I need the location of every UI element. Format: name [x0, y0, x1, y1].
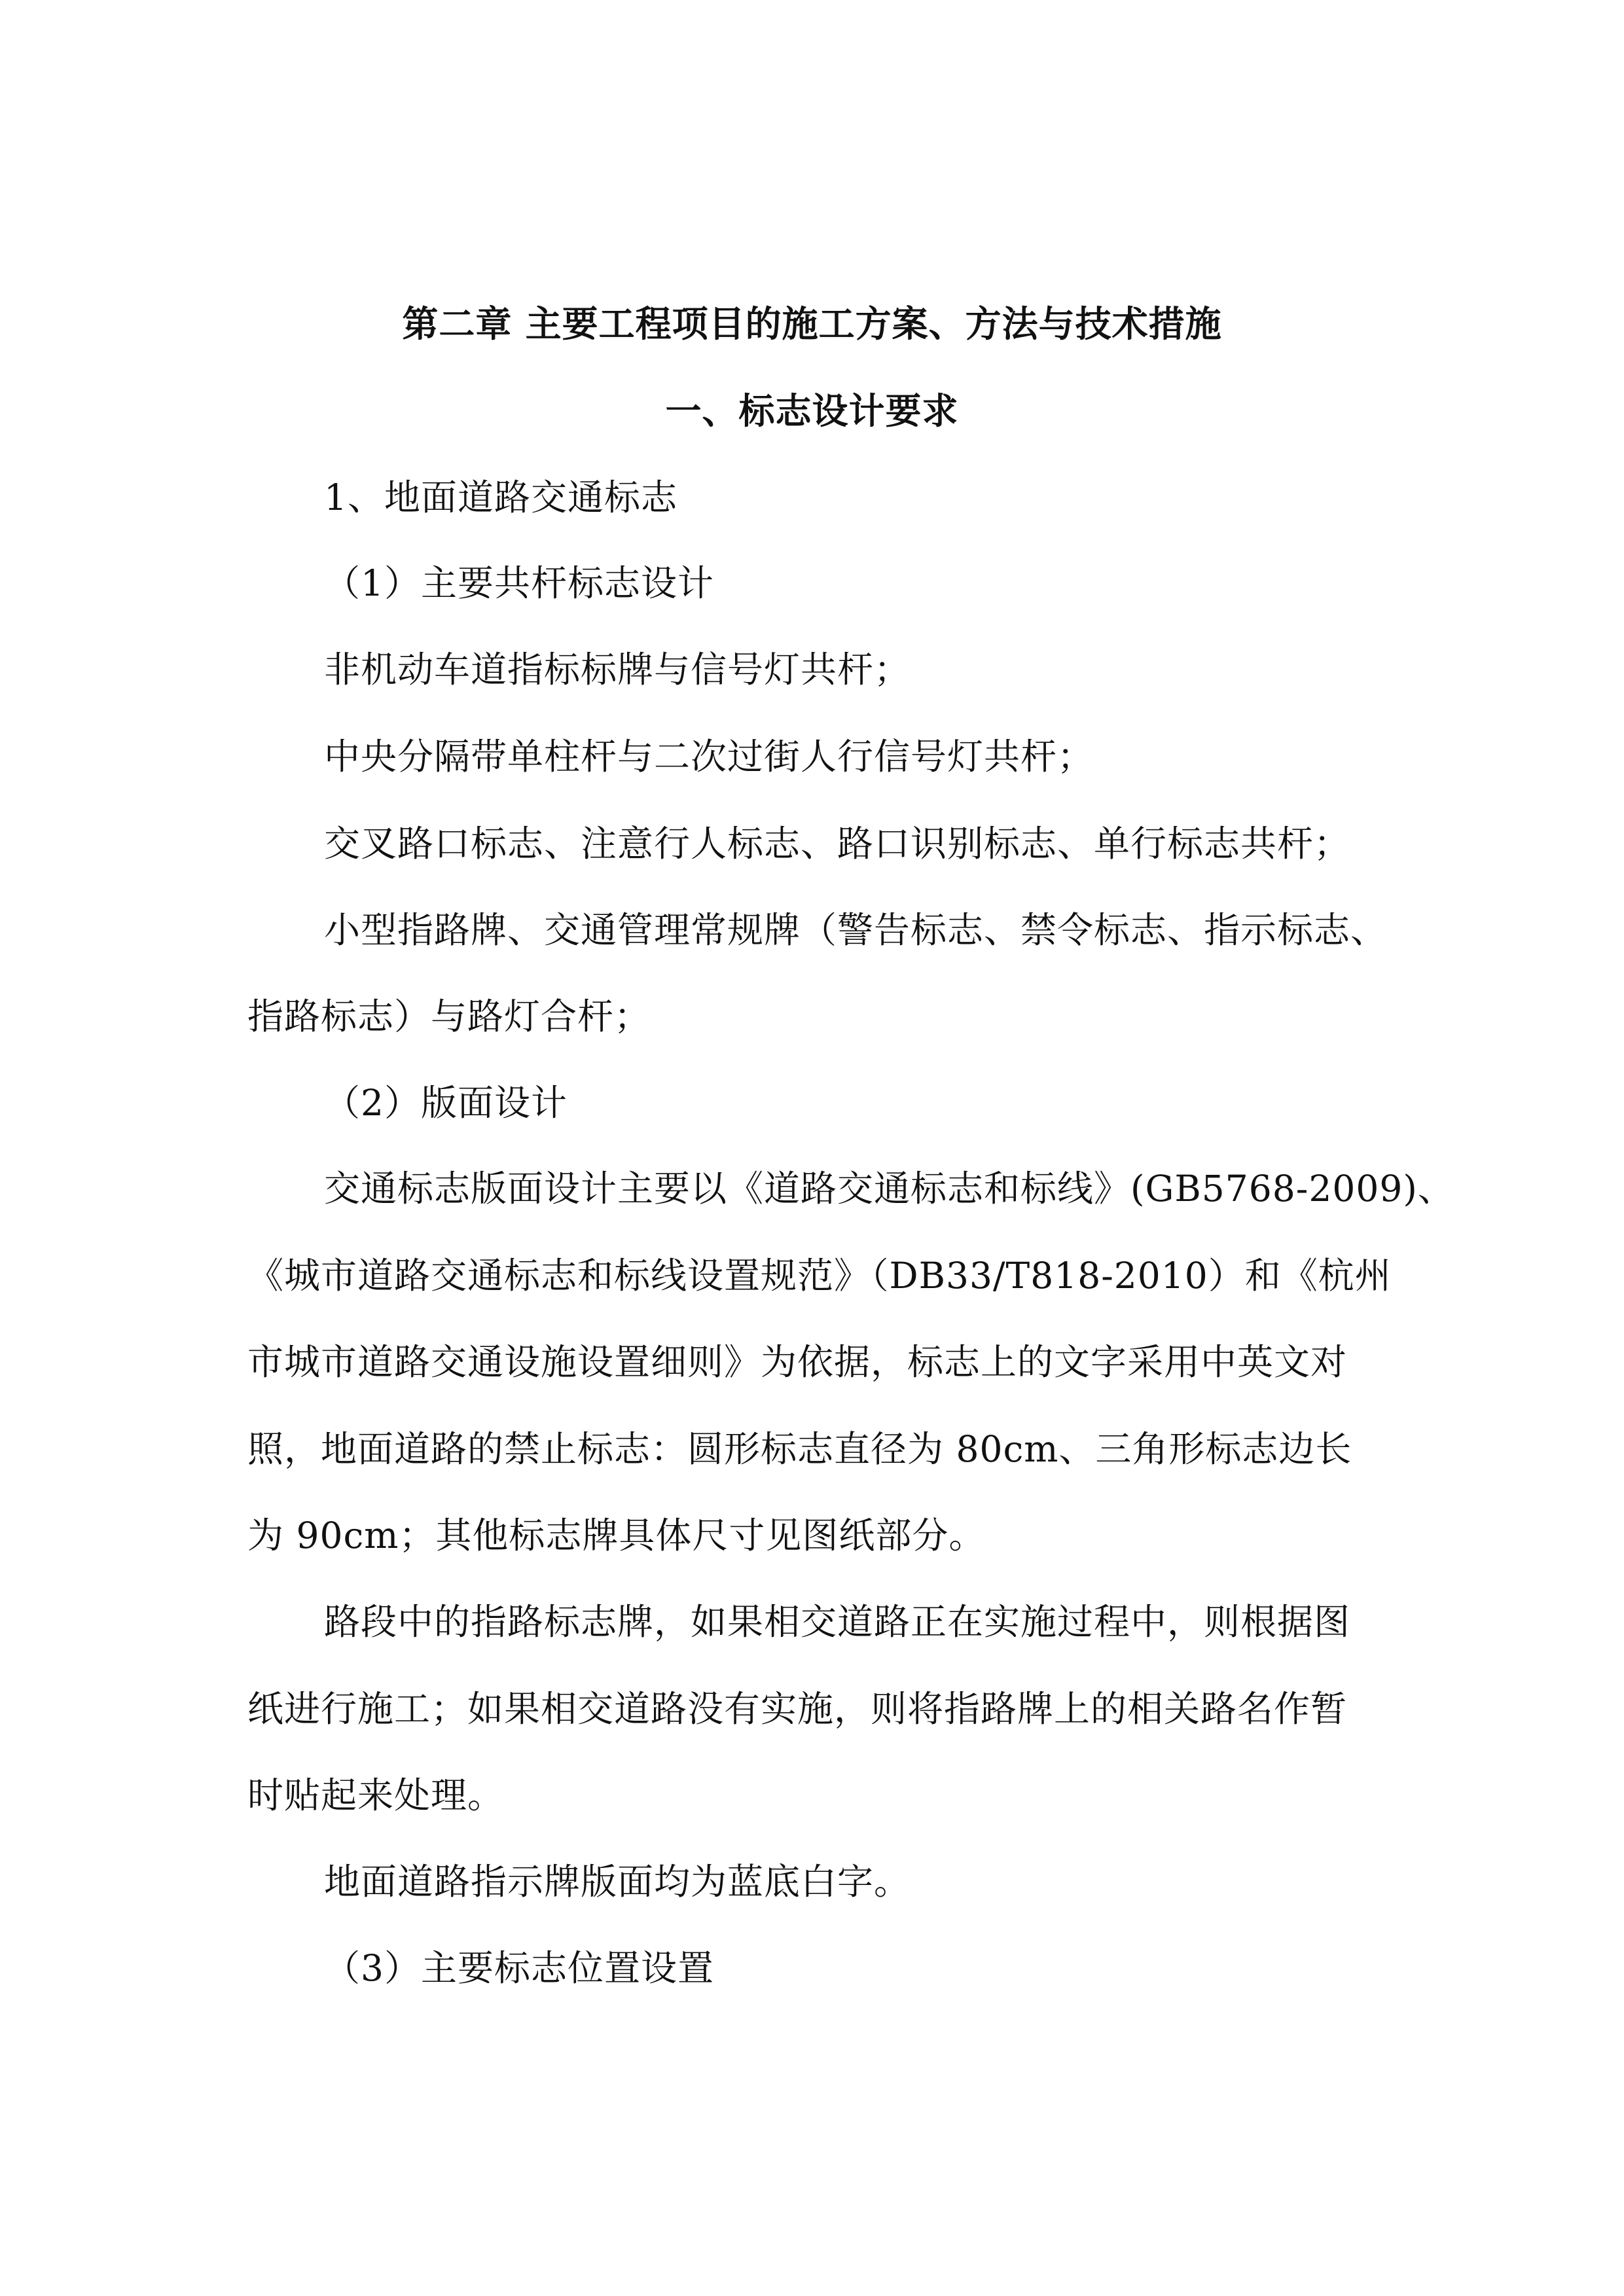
paragraph-line: 《城市道路交通标志和标线设置规范》（DB33/T818-2010）和《杭州 [247, 1255, 1392, 1297]
item-heading: （1）主要共杆标志设计 [324, 562, 714, 604]
paragraph-line: 时贴起来处理。 [247, 1774, 505, 1816]
paragraph-line: 路段中的指路标志牌，如果相交道路正在实施过程中，则根据图 [324, 1601, 1351, 1643]
item-heading: （2）版面设计 [324, 1082, 568, 1124]
item-heading: （3）主要标志位置设置 [324, 1947, 714, 1989]
subsection-heading: 1、地面道路交通标志 [324, 476, 677, 518]
chapter-title: 第二章 主要工程项目的施工方案、方法与技术措施 [402, 303, 1222, 345]
paragraph-line: 中央分隔带单柱杆与二次过街人行信号灯共杆； [324, 736, 1094, 778]
paragraph-line: 纸进行施工；如果相交道路没有实施，则将指路牌上的相关路名作暂 [247, 1688, 1348, 1730]
paragraph-line: 非机动车道指标标牌与信号灯共杆； [324, 649, 911, 691]
paragraph-line: 指路标志）与路灯合杆； [247, 996, 651, 1037]
paragraph-line: 小型指路牌、交通管理常规牌（警告标志、禁令标志、指示标志、 [324, 909, 1388, 951]
section-title: 一、标志设计要求 [665, 390, 959, 432]
paragraph-line: 交叉路口标志、注意行人标志、路口识别标志、单行标志共杆； [324, 823, 1351, 865]
paragraph-line: 地面道路指示牌版面均为蓝底白字。 [324, 1861, 911, 1903]
paragraph-line: 市城市道路交通设施设置细则》为依据，标志上的文字采用中英文对 [247, 1341, 1348, 1383]
paragraph-line: 照，地面道路的禁止标志：圆形标志直径为 80cm、三角形标志边长 [247, 1428, 1352, 1470]
paragraph-line: 为 90cm；其他标志牌具体尺寸见图纸部分。 [247, 1515, 986, 1556]
paragraph-line: 交通标志版面设计主要以《道路交通标志和标线》(GB5768-2009)、 [324, 1168, 1454, 1210]
